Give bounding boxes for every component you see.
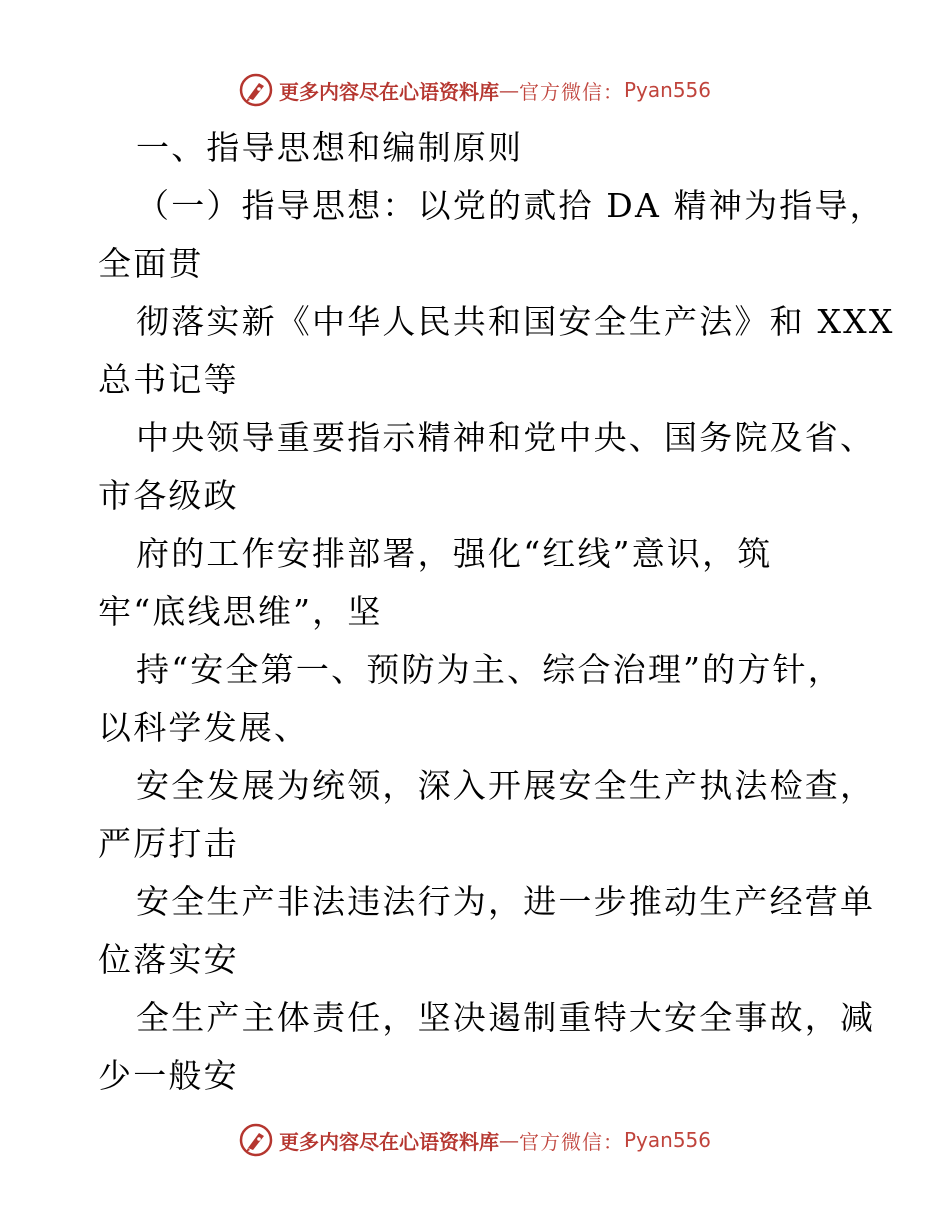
watermark-wechat-id: Pyan556 [623,1128,711,1152]
fountain-pen-logo-icon [239,1123,273,1157]
text-line: 中央领导重要指示精神和党中央、国务院及省、 [136,418,876,457]
text-line: 全面贯 [98,244,204,283]
text-line: （一）指导思想：以党的贰拾 DA 精神为指导， [136,186,885,225]
watermark-wechat-id: Pyan556 [623,78,711,102]
footer-watermark [0,1120,950,1160]
fountain-pen-logo-icon [239,73,273,107]
text-line: 持“安全第一、预防为主、综合治理”的方针， [136,650,843,689]
watermark-wechat-label: 官方微信： [518,1129,624,1154]
text-line: 安全发展为统领，深入开展安全生产执法检查， [136,766,876,805]
text-line: 市各级政 [98,476,239,515]
watermark-separator: — [498,78,519,102]
text-line: 全生产主体责任，坚决遏制重特大安全事故，减 [136,998,876,1037]
text-line: 严厉打击 [98,824,239,863]
text-line: 少一般安 [98,1056,239,1095]
text-line: 府的工作安排部署，强化“红线”意识，筑 [136,534,773,573]
text-line: 牢“底线思维”，坚 [98,592,383,631]
text-line: 彻落实新《中华人民共和国安全生产法》和 XXX [136,302,895,341]
text-line: 位落实安 [98,940,239,979]
text-line: 安全生产非法违法行为，进一步推动生产经营单 [136,882,876,921]
text-line: 以科学发展、 [98,708,310,747]
watermark-separator: — [498,1128,519,1152]
text-line: 总书记等 [98,360,239,399]
header-watermark [0,70,950,110]
watermark-title: 更多内容尽在心语资料库 [278,1129,499,1154]
watermark-wechat-label: 官方微信： [518,79,624,104]
watermark-title: 更多内容尽在心语资料库 [278,79,499,104]
section-heading: 一、指导思想和编制原则 [136,128,524,167]
